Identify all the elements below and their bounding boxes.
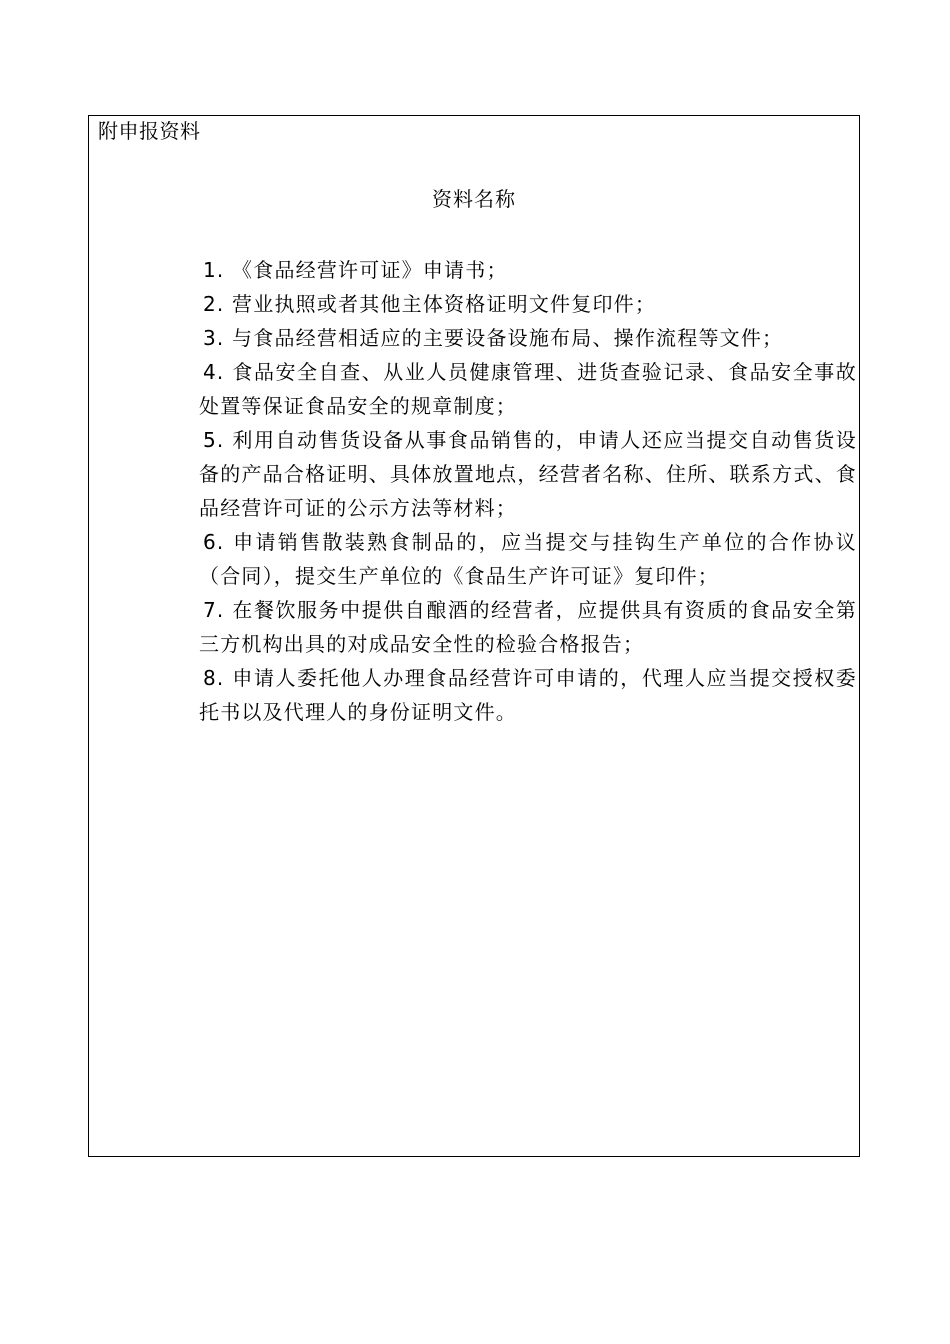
list-item: 2. 营业执照或者其他主体资格证明文件复印件； bbox=[203, 292, 657, 316]
document-list bbox=[199, 253, 857, 729]
column-title: 资料名称 bbox=[432, 187, 516, 211]
attachment-table bbox=[88, 115, 860, 1157]
section-label: 附申报资料 bbox=[98, 119, 201, 143]
list-item: 6. 申请销售散装熟食制品的，应当提交与挂钩生产单位的合作协议（合同），提交生产单位的《食品生产许可证》复印件； bbox=[199, 530, 857, 588]
list-item: 4. 食品安全自查、从业人员健康管理、进货查验记录、食品安全事故处置等保证食品安全的规章制度； bbox=[199, 360, 857, 418]
list-item: 8. 申请人委托他人办理食品经营许可申请的，代理人应当提交授权委托书以及代理人的身份证明文件。 bbox=[199, 666, 857, 724]
list-item: 1. 《食品经营许可证》申请书； bbox=[203, 258, 508, 282]
list-item: 7. 在餐饮服务中提供自酿酒的经营者，应提供具有资质的食品安全第三方机构出具的对成品安全性的检验合格报告； bbox=[199, 598, 857, 656]
list-item: 3. 与食品经营相适应的主要设备设施布局、操作流程等文件； bbox=[203, 326, 784, 350]
list-item: 5. 利用自动售货设备从事食品销售的，申请人还应当提交自动售货设备的产品合格证明、具体放置地点，经营者名称、住所、联系方式、食品经营许可证的公示方法等材料； bbox=[199, 428, 857, 520]
